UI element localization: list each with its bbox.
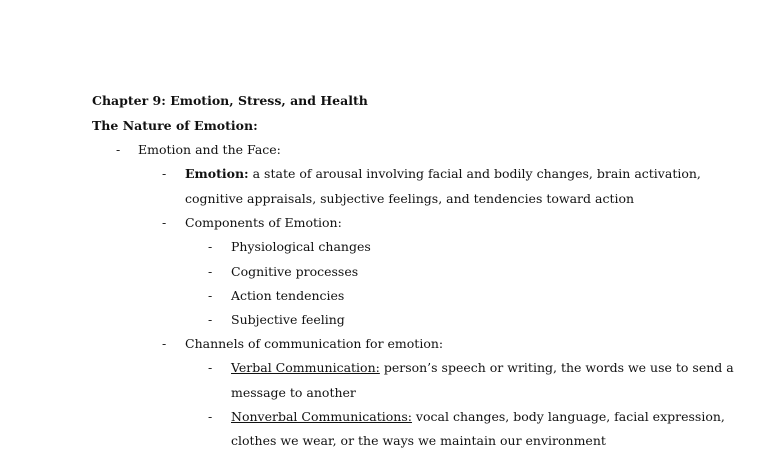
verbal-definition-text: person’s speech or writing, the words we use to send a bbox=[379, 360, 734, 375]
verbal-definition-continued: message to another bbox=[231, 385, 356, 400]
list-item-emotion-face: Emotion and the Face: bbox=[138, 142, 281, 157]
components-heading: Components of Emotion: bbox=[185, 215, 342, 230]
verbal-communication bbox=[231, 360, 734, 376]
bullet-dash: - bbox=[208, 360, 213, 375]
channels-heading: Channels of communication for emotion: bbox=[185, 336, 444, 351]
bullet-dash: - bbox=[208, 239, 213, 254]
emotion-definition-text: a state of arousal involving facial and bodily changes, brain activation, bbox=[248, 166, 701, 181]
nonverbal-definition-continued: clothes we wear, or the ways we maintain our environment bbox=[231, 433, 606, 448]
bullet-dash: - bbox=[208, 264, 213, 279]
bullet-dash: - bbox=[162, 166, 167, 181]
list-item: Action tendencies bbox=[231, 288, 345, 303]
bullet-dash: - bbox=[208, 312, 213, 327]
nonverbal-definition-text: vocal changes, body language, facial expression, bbox=[411, 409, 725, 424]
section-title: The Nature of Emotion: bbox=[92, 118, 258, 133]
bullet-dash: - bbox=[208, 288, 213, 303]
list-item: Cognitive processes bbox=[231, 264, 359, 279]
nonverbal-communication bbox=[231, 409, 725, 425]
bullet-dash: - bbox=[116, 142, 121, 157]
list-item: Subjective feeling bbox=[231, 312, 345, 327]
bullet-dash: - bbox=[208, 409, 213, 424]
nonverbal-term: Nonverbal Communications: bbox=[231, 409, 412, 424]
verbal-term: Verbal Communication: bbox=[231, 360, 380, 375]
emotion-term: Emotion: bbox=[185, 166, 249, 181]
list-item: Physiological changes bbox=[231, 239, 371, 254]
bullet-dash: - bbox=[162, 215, 167, 230]
chapter-title: Chapter 9: Emotion, Stress, and Health bbox=[92, 93, 368, 108]
emotion-definition bbox=[185, 166, 701, 182]
emotion-definition-continued: cognitive appraisals, subjective feelings, and tendencies toward action bbox=[185, 191, 635, 206]
bullet-dash: - bbox=[162, 336, 167, 351]
